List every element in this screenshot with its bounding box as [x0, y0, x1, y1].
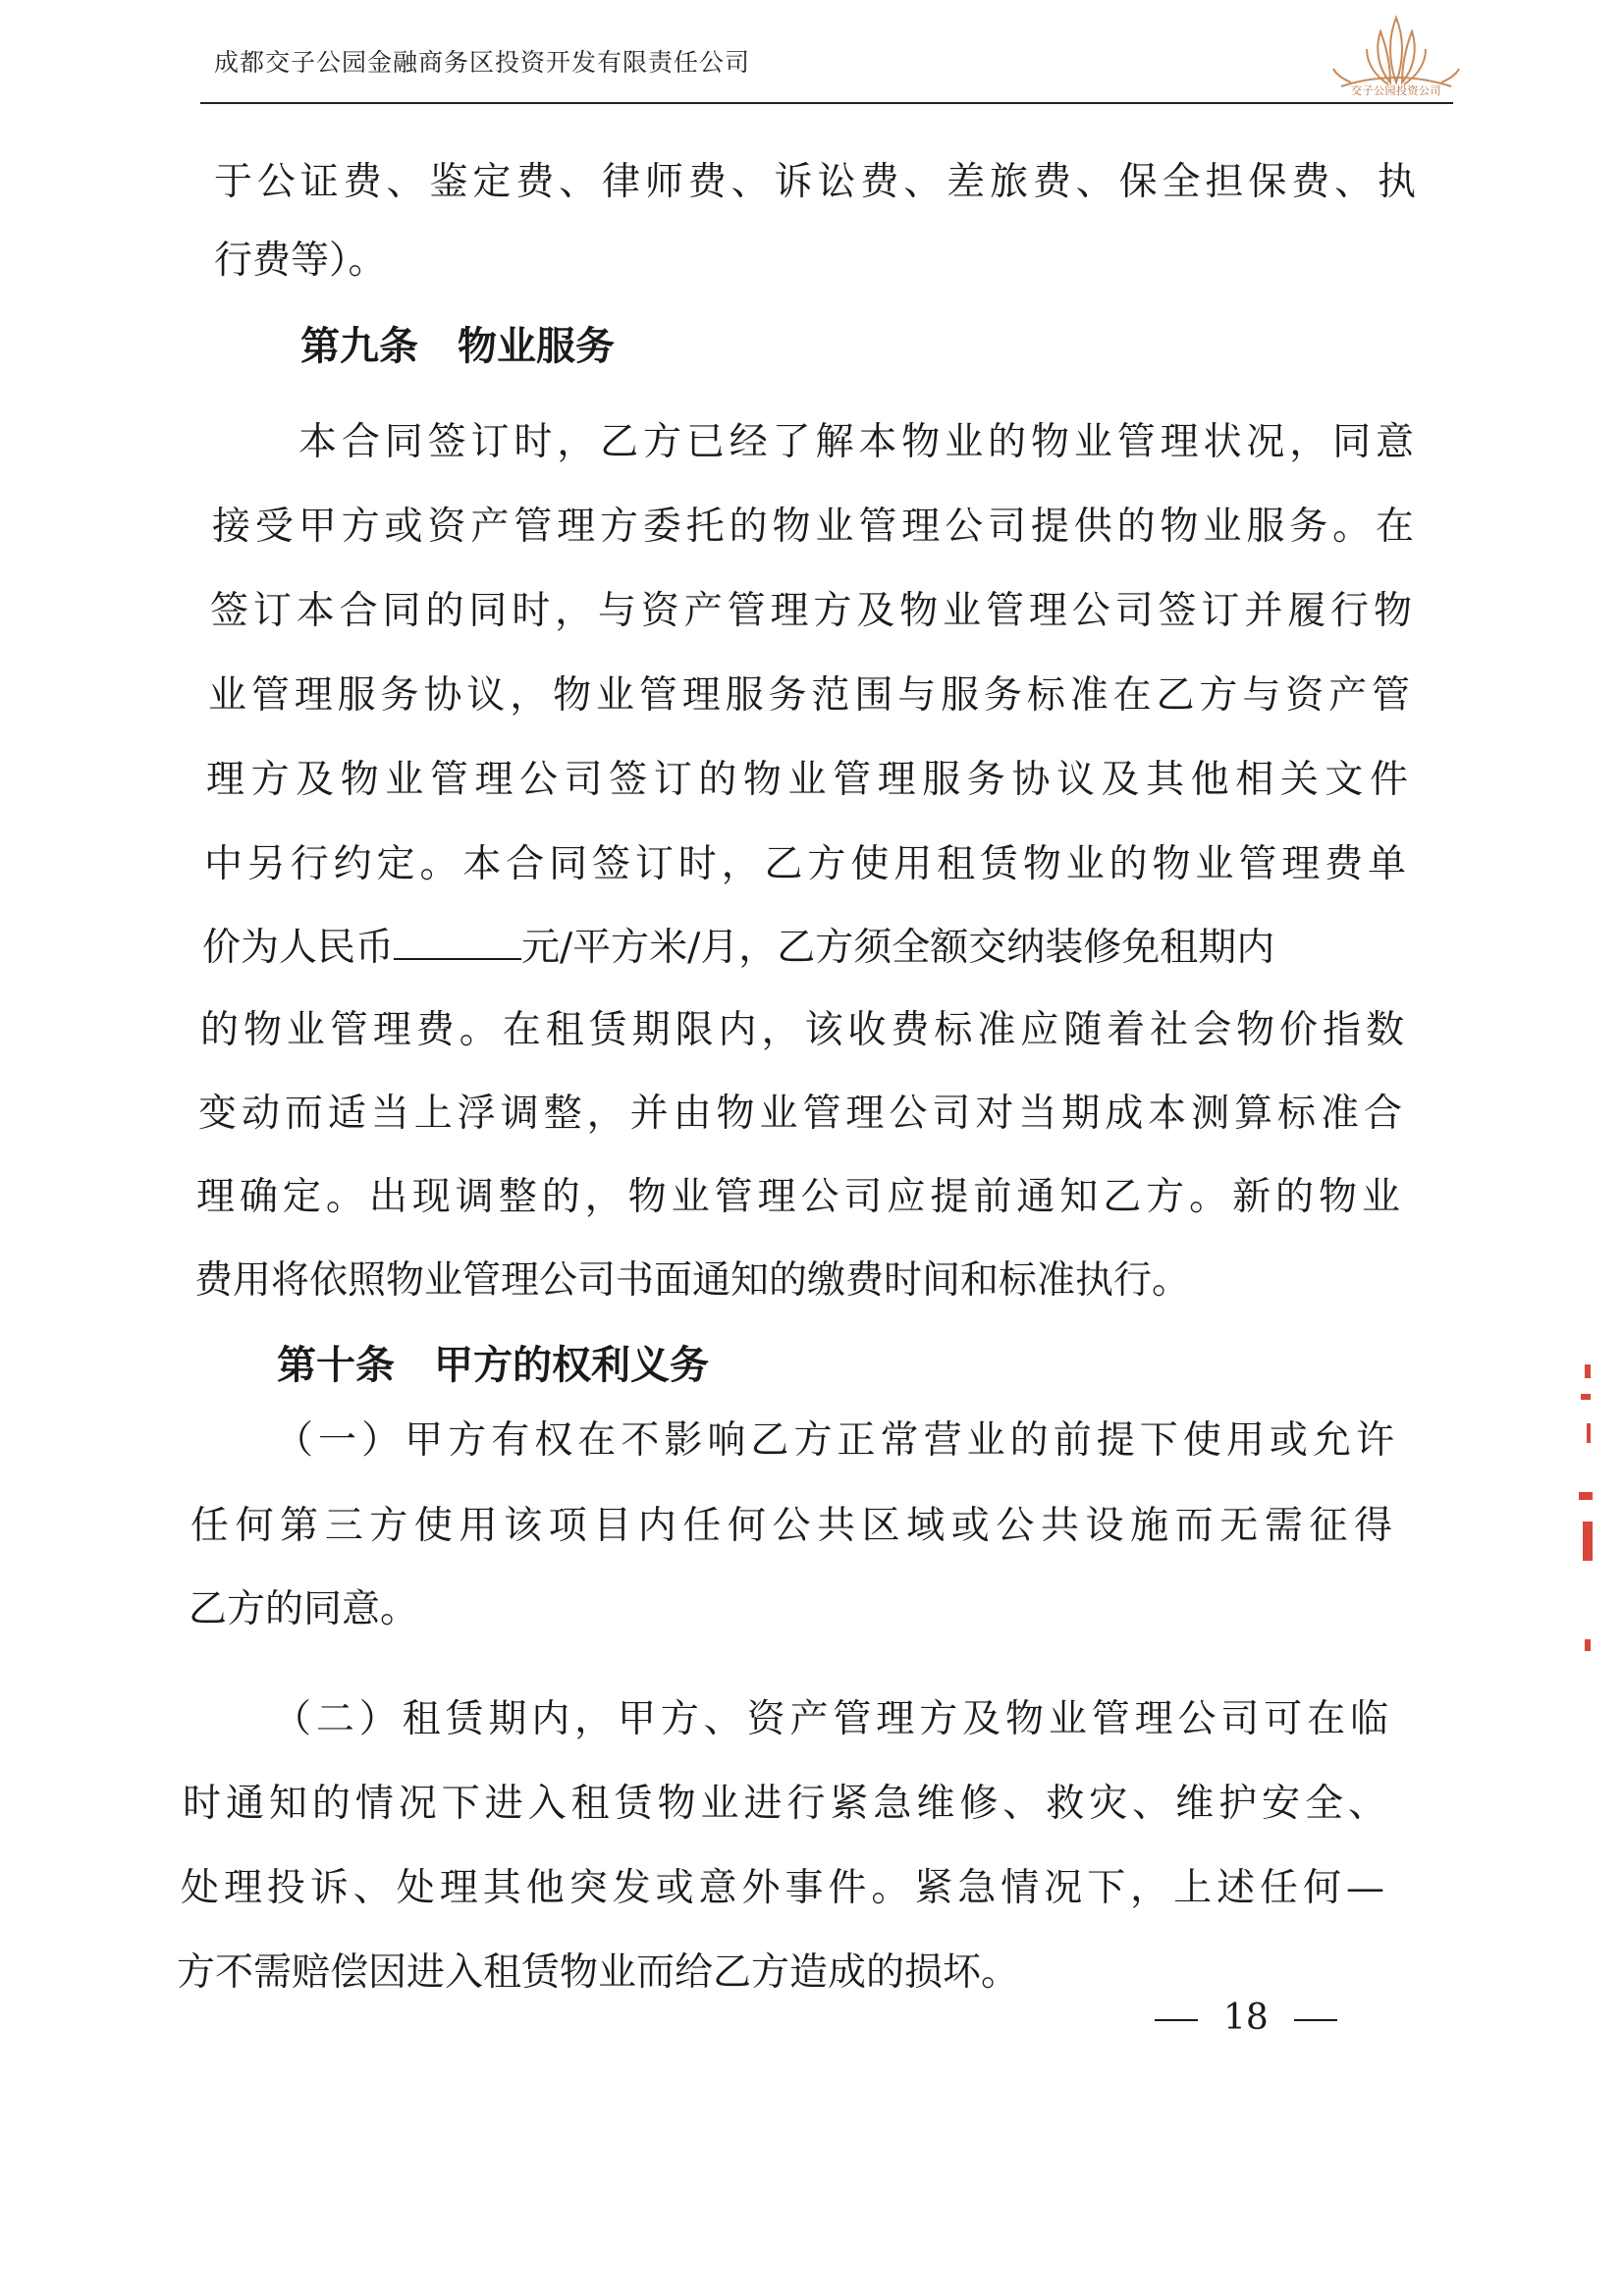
page-number-dash-right	[1294, 2019, 1337, 2021]
body-line: 签订本合同的同时，与资产管理方及物业管理公司签订并履行物	[210, 589, 1412, 633]
body-line-with-blank	[202, 926, 1406, 970]
page-number	[1129, 1998, 1363, 2038]
header-divider	[200, 102, 1453, 104]
section-heading-article-9: 第九条 物业服务	[300, 324, 615, 369]
body-line: 接受甲方或资产管理方委托的物业管理公司提供的物业服务。在	[212, 505, 1414, 549]
body-line: 理方及物业管理公司签订的物业管理服务协议及其他相关文件	[206, 758, 1408, 802]
body-line: 中另行约定。本合同签订时，乙方使用租赁物业的物业管理费单	[204, 842, 1406, 886]
logo-caption: 交子公园投资公司	[1351, 84, 1441, 97]
body-line: 变动而适当上浮调整，并由物业管理公司对当期成本测算标准合	[198, 1092, 1402, 1136]
body-line: 任何第三方使用该项目内任何公共区域或公共设施而无需征得	[190, 1504, 1392, 1548]
body-line: 于公证费、鉴定费、律师费、诉讼费、差旅费、保全担保费、执	[214, 160, 1416, 204]
body-line: 时通知的情况下进入租赁物业进行紧急维修、救灾、维护安全、	[183, 1782, 1386, 1826]
section-heading-article-10: 第十条 甲方的权利义务	[277, 1343, 709, 1388]
body-line: 费用将依照物业管理公司书面通知的缴费时间和标准执行。	[194, 1258, 1191, 1303]
body-line: 理确定。出现调整的，物业管理公司应提前通知乙方。新的物业	[196, 1175, 1400, 1219]
page-number-value: 18	[1223, 1998, 1269, 2038]
body-line: 的物业管理费。在租赁期限内，该收费标准应随着社会物价指数	[200, 1008, 1404, 1052]
body-line: 行费等）。	[214, 239, 387, 283]
body-line: 处理投诉、处理其他突发或意外事件。紧急情况下，上述任何—	[181, 1866, 1384, 1910]
body-line-suffix: 元/平方米/月，乙方须全额交纳装修免租期内	[521, 926, 1275, 970]
body-line: 方不需赔偿因进入租赁物业而给乙方造成的损坏。	[177, 1950, 1020, 1995]
body-line: 本合同签订时，乙方已经了解本物业的物业管理状况，同意	[298, 420, 1414, 464]
fill-in-blank[interactable]	[394, 929, 521, 960]
page-number-dash-left	[1155, 2019, 1198, 2021]
body-line: （一）甲方有权在不影响乙方正常营业的前提下使用或允许	[275, 1418, 1394, 1463]
stamp-edge-marks	[1571, 1355, 1600, 1679]
body-line: 乙方的同意。	[189, 1587, 419, 1631]
header-company-name: 成都交子公园金融商务区投资开发有限责任公司	[214, 48, 751, 77]
body-line: 业管理服务协议，物业管理服务范围与服务标准在乙方与资产管	[208, 673, 1410, 718]
body-line: （二）租赁期内，甲方、资产管理方及物业管理公司可在临	[273, 1697, 1388, 1741]
body-line-prefix: 价为人民币	[202, 926, 395, 970]
